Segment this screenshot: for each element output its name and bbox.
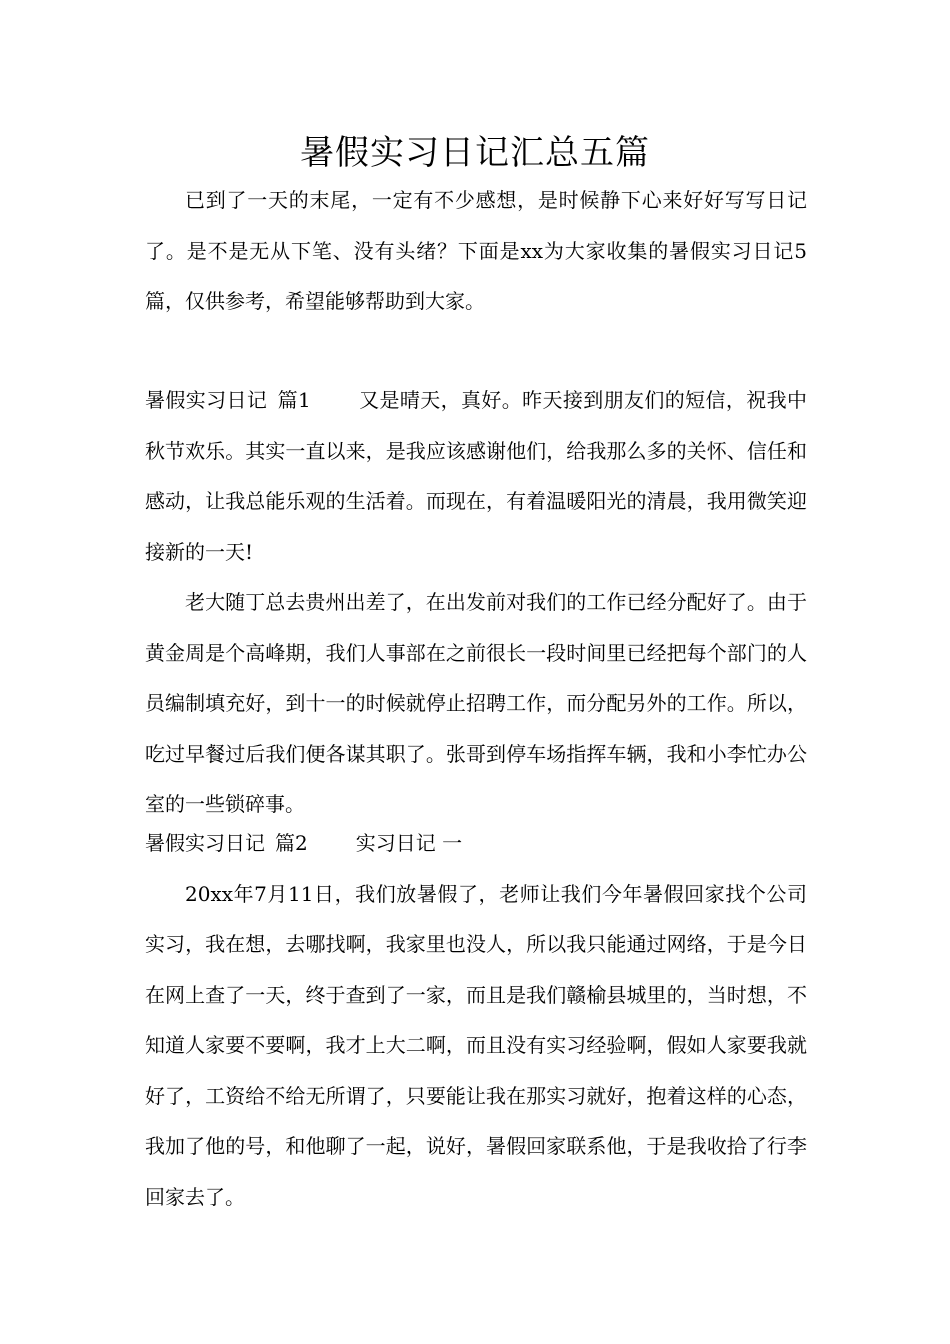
intro-section [145,175,807,327]
section-2-paragraph: 20xx年7月11日，我们放暑假了，老师让我们今年暑假回家找个公司实习，我在想，去哪找啊，我家里也没人，所以我只能通过网络，于是今日在网上查了一天，终于查到了一家，而且是我们赣榆县城里的，当时想，不知道人家要不要啊，我才上大二啊，而且没有实习经验啊，假如人家要我就好了，工资给不给无所谓了，只要能让我在那实习就好，抱着这样的心态，我加了他的号，和他聊了一起，说好，暑假回家联系他，于是我收拾了行李回家去了。 [145,881,807,1209]
intro-paragraph: 已到了一天的末尾，一定有不少感想，是时候静下心来好好写写日记了。是不是无从下笔、没有头绪？下面是xx为大家收集的暑假实习日记5篇，仅供参考，希望能够帮助到大家。 [145,188,807,313]
section-2-label: 暑假实习日记 [145,831,265,855]
section-1-lead-text: 又是晴天，真好。昨天接到朋友们的短信，祝我中秋节欢乐。其实一直以来，是我应该感谢他们，给我那么多的关怀、信任和感动，让我总能乐观的生活着。而现在，有着温暖阳光的清晨，我用微笑迎接新的一天! [145,388,808,564]
section-2-number: 篇2 [275,831,308,855]
section-1-paragraph: 老大随丁总去贵州出差了，在出发前对我们的工作已经分配好了。由于黄金周是个高峰期，我们人事部在之前很长一段时间里已经把每个部门的人员编制填充好，到十一的时候就停止招聘工作，而分配另外的工作。所以，吃过早餐过后我们便各谋其职了。张哥到停车场指挥车辆，我和小李忙办公室的一些锁碎事。 [145,590,807,816]
section-1-heading-line [145,375,807,577]
document-title: 暑假实习日记汇总五篇 [300,133,650,173]
section-2 [145,818,807,1222]
section-2-heading-line [145,818,807,869]
section-1-label: 暑假实习日记 [145,388,268,412]
section-1 [145,375,807,830]
section-2-lead-text: 实习日记 一 [355,831,463,855]
section-1-number: 篇1 [277,388,311,412]
